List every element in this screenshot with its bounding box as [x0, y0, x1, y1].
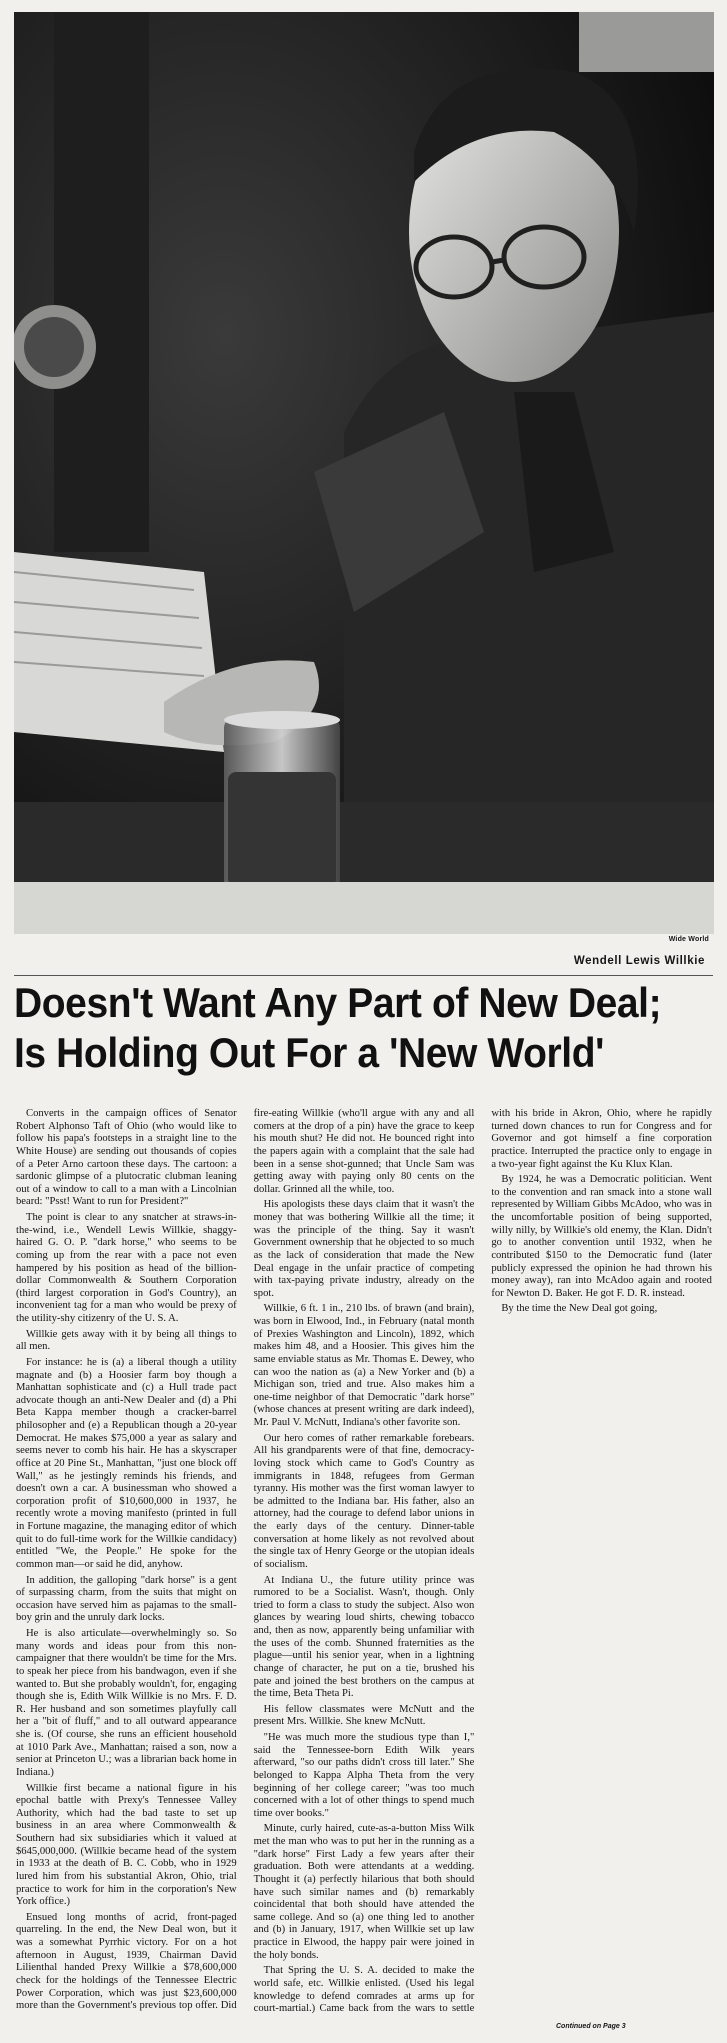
article-paragraph: His fellow classmates were McNutt and the present Mrs. Willkie. She knew McNutt. [253, 1703, 475, 1728]
headline [14, 979, 714, 1079]
portrait-illustration [14, 12, 714, 934]
article-body [16, 1108, 712, 2018]
article-paragraph: In addition, the galloping "dark horse" is a gent of surpassing charm, from the suits that might on occasion have served him as pajamas to the small-boy grin and the unruly dark locks. [16, 1574, 237, 1624]
article-paragraph: Converts in the campaign offices of Senator Robert Alphonso Taft of Ohio (who would like to follow his papa's footsteps in a straight line to the White House) are sending out thousands of copies of a Peter Arno cartoon these days. The cartoon: a sardonic glimpse of a plutocratic clubman leaning out of a window to call to a man with a Lincolnian beard: "Psst! Want to run for President?" [16, 1108, 237, 1208]
article-paragraph: His apologists these days claim that it wasn't the money that was bothering Willkie all the time; it was the principle of the thing. Say it wasn't Government ownership that he objected to so much as the lack of consideration that made the New Deal engage in the unfair practice of competing with tax-paying private industry, already on the spot. [253, 1199, 475, 1299]
article-paragraph: At Indiana U., the future utility prince was rumored to be a Socialist. Wasn't, though. Only tried to form a class to study the subject. Also won glances by wearing loud shirts, chewing tobacco and, then as now, apparently being unfamiliar with the uses of the comb. Shunned fraternities as the plague—until his senior year, when in a lightning change of character, he put on a tie, brushed his pate and joined the best brothers on the campus at the time, Beta Theta Pi. [253, 1574, 475, 1700]
article-paragraph: By the time the New Deal got going, [501, 1303, 658, 1315]
article-paragraph: By 1924, he was a Democratic politician. Went to the convention and ran smack into a stone wall represented by William Gibbs McAdoo, who was in the uncomfortable position of being supported, willy nilly, by Willkie's old enemy, the Klan. Didn't go to another convention until 1932, when he contributed $150 to the Democratic fund (later publicly expressed the opinion he had thrown his money away), ran into McAdoo again and rooted for Newton D. Baker. He got F. D. R. instead. [491, 1174, 712, 1299]
article-paragraph: Ensued long months of acrid, front-paged quarreling. In the end, the New Deal won, but it was a somewhat Pyrrhic victory. For on a hot afternoon in August, 1939, Chairman David Lilienthal handed Prexy Willkie a $78,600,000 check for the holdings of the Tennessee Electric Power Corporation, which was just $23,600,000 more than the Government's previous top offer. Did fire-eating Willkie (who'll argue with any and all comers at the drop of a pin) have the grace to keep his mouth shut? He did not. He bounced right into the papers again with a complaint that the sale had been in a sense shot-gunned; that Uncle Sam was getting away with paying only 80 cents on the dollar. Grinned all the while, too. [16, 1108, 475, 2012]
article-paragraph: The point is clear to any snatcher at straws-in-the-wind, i.e., Wendell Lewis Willkie, shaggy-haired G. O. P. "dark horse," who seems to be coming up from the rear with a pace not even hampered by his position as head of the billion-dollar Commonwealth & Southern Corporation (third largest corporation in God's Country), an inconvenient tag for a man who would be prexy of the utility-shy citizenry of the U. S. A. [16, 1212, 237, 1324]
article-paragraph: Willkie first became a national figure in his epochal battle with Prexy's Tennessee Valley Authority, which had the bad taste to set up business in an area where Commonwealth & Southern had six subsidiaries which it valued at $645,000,000. (Willkie became head of the system in 1933 at the death of B. C. Cobb, who in 1929 lured him from his substantial Akron, Ohio, trial practice to work for him in the corporation's New York office.) [16, 1782, 237, 1908]
article-paragraph: Willkie gets away with it by being all things to all men. [16, 1328, 237, 1353]
article-paragraph: For instance: he is (a) a liberal though a utility magnate and (b) a Hoosier farm boy though a Manhattan sophisticate and (c) a Hull trade pact advocate though an anti-New Dealer and (d) a Phi Beta Kappa member though a cracker-barrel philosopher and (e) a Republican though a 20-year Democrat. He makes $75,000 a year as salary and seems never to comb his hair. He has a skyscraper office at 20 Pine St., Manhattan, "just one block off Wall," as he jestingly reminds his friends, and doesn't own a car. A businessman who showed a corporation profit of $10,600,000 in 1937, he recently wrote a moving manifesto (printed in full in Fortune magazine, the managing editor of which quit to do full-time work for the Willkie candidacy) entitled "We, the People." He spoke for the common man—or said he did, anyhow. [16, 1356, 237, 1570]
article-paragraph: That Spring the U. S. A. decided to make the world safe, etc. Willkie enlisted. (Used his legal knowledge to defend comrades at arms up for court-martial.) Came back from the wars to settle with his bride in Akron, Ohio, where he rapidly turned down chances to run for Congress and for Governor and got himself a fine corporation practice. Interrupted the practice only to engage in a two-year fight against the Ku Klux Klan. [253, 1108, 712, 2015]
article-paragraph: "He was much more the studious type than I," said the Tennessee-born Edith Wilk years afterward, "so our paths didn't cross till later." She belonged to Kappa Alpha Theta from the very beginning of her college career; "was too much concerned with a lot of other things to spend much time over books." [253, 1732, 475, 1819]
continuation-note: Continued on Page 3 [556, 2023, 626, 2030]
headline-line-2: Is Holding Out For a 'New World' [14, 1030, 605, 1077]
photo-caption: Wendell Lewis Willkie [573, 955, 705, 967]
photo-credit: Wide World [668, 936, 709, 943]
article-paragraph: Minute, curly haired, cute-as-a-button Miss Wilk met the man who was to put her in the running as a "dark horse" First Lady a few years after their graduation. Both were attendants at a wedding. Thought it (a) perfectly hilarious that both should have such similar names and (b) remarkably coincidental that both should have attended the same college. And so (a) one thing led to another and (b) in January, 1917, when Willkie set up law practice in Elwood, the happy pair were joined in the holy bonds. [253, 1823, 475, 1961]
divider [14, 975, 713, 976]
article-paragraph: Willkie, 6 ft. 1 in., 210 lbs. of brawn (and brain), was born in Elwood, Ind., in February (natal month of Prexies Washington and Lincoln), 1892, which makes him 48, and a Hoosier. This gives him the same enviable status as Mr. Thomas E. Dewey, who can woo the nation as (a) a New Yorker and (b) a Michigan son, tried and true. Also makes him a one-time neighbor of that Democratic "dark horse" (whose chances at present writing are dark indeed), Mr. Paul V. McNutt, Indiana's other favorite son. [253, 1303, 475, 1428]
article-paragraph: Our hero comes of rather remarkable forebears. All his grandparents were of that fine, democracy-loving stock which came to God's Country as immigrants in 1848, refugees from German tyranny. His mother was the first woman lawyer to be admitted to the Indiana bar. His father, also an attorney, had the courage to defend labor unions in the early days of the century. Dinner-table conversation at home likely as not revolved about the single tax of Henry George or the utopian ideals of socialism. [253, 1432, 475, 1570]
article-paragraph: He is also articulate—overwhelmingly so. So many words and ideas pour from this non-campaigner that there wouldn't be time for the Mrs. to speak her piece from his bandwagon, even if she wanted to. But she probably wouldn't, for, engaging though she is, Edith Wilk Willkie is no Mrs. F. D. R. Her husband and son sometimes playfully call her a "bit of fluff," and to all outward appearance she is. (Of course, she runs an efficient household at 1010 Park Ave., Manhattan; raised a son, now a senior at Princeton U.; was a librarian back home in Indiana.) [16, 1628, 237, 1778]
portrait-photo [14, 12, 714, 934]
headline-line-1: Doesn't Want Any Part of New Deal; [14, 981, 662, 1027]
